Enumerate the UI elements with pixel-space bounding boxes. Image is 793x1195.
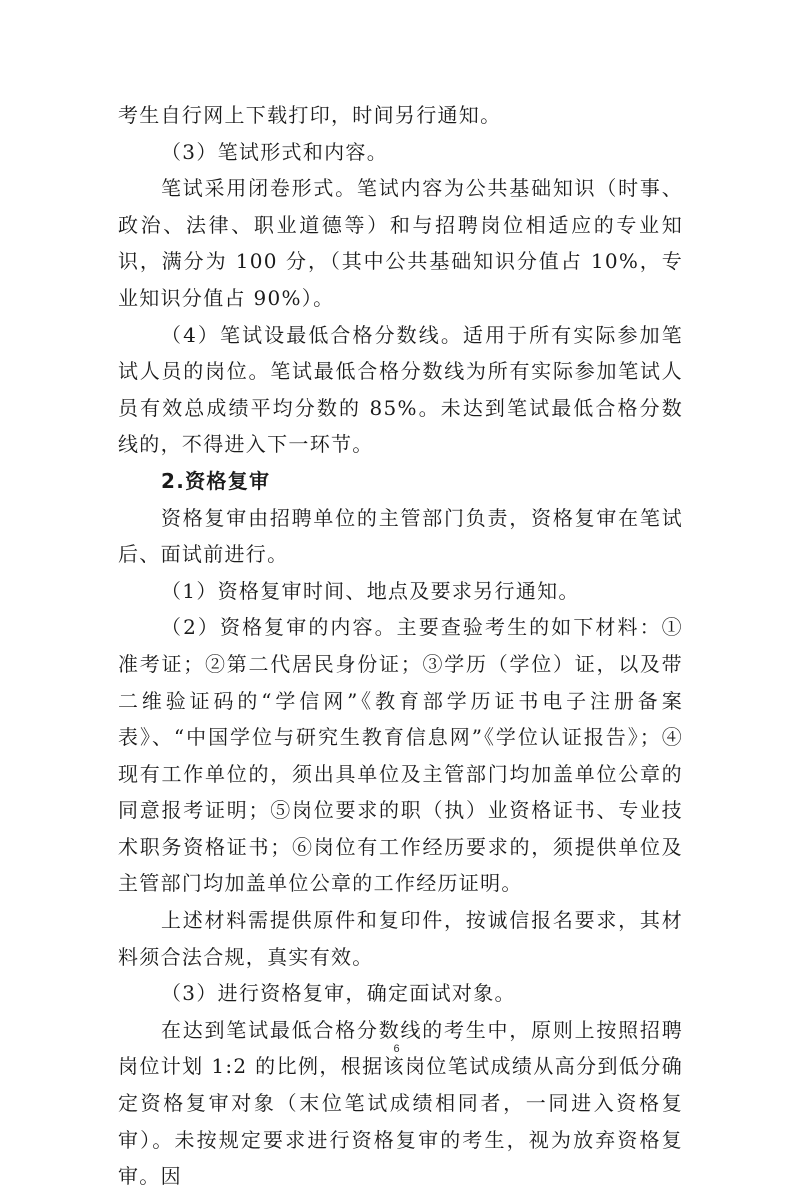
paragraph-materials-originals: 上述材料需提供原件和复印件，按诚信报名要求，其材料须合法合规，真实有效。	[118, 908, 683, 969]
paragraph-download-notice: 考生自行网上下载打印，时间另行通知。	[118, 103, 502, 127]
paragraph-review-time: （1）资格复审时间、地点及要求另行通知。	[161, 578, 580, 603]
paragraph-review-materials: （2）资格复审的内容。主要查验考生的如下材料：①准考证；②第二代居民身份证；③学历（学位）证，以及带二维验证码的“学信网”《教育部学历证书电子注册备案表》、“中国学位与研究生教育信息网”《学位认证报告》；④现有工作单位的，须出具单位及主管部门均加盖单位公章的同意报考证明；⑤岗位要求的职（执）业资格证书、专业技术职务资格证书；⑥岗位有工作经历要求的，须提供单位及主管部门均加盖单位公章的工作经历证明。	[118, 615, 683, 896]
paragraph-exam-format-heading: （3）笔试形式和内容。	[161, 139, 389, 164]
paragraph-confirm-interview: （3）进行资格复审，确定面试对象。	[161, 981, 516, 1006]
paragraph-review-ratio: 在达到笔试最低合格分数线的考生中，原则上按照招聘岗位计划 1:2 的比例，根据该岗位笔试成绩从高分到低分确定资格复审对象（末位笔试成绩相同者，一同进入资格复审）。未按规定要求进行资格复审的考生，视为放弃资格复审。因	[118, 1017, 683, 1189]
paragraph-min-score: （4）笔试设最低合格分数线。适用于所有实际参加笔试人员的岗位。笔试最低合格分数线为所有实际参加笔试人员有效总成绩平均分数的 85%。未达到笔试最低合格分数线的，不得进入下一环节。	[118, 322, 683, 457]
section-heading-qualification-review: 2.资格复审	[161, 468, 271, 493]
document-body	[118, 97, 683, 1195]
page-number: 6	[393, 1043, 400, 1055]
paragraph-exam-content: 笔试采用闭卷形式。笔试内容为公共基础知识（时事、政治、法律、职业道德等）和与招聘岗位相适应的专业知识，满分为 100 分，（其中公共基础知识分值占 10%，专业知识分值占 90%）。	[118, 176, 683, 310]
paragraph-review-responsibility: 资格复审由招聘单位的主管部门负责，资格复审在笔试后、面试前进行。	[118, 505, 683, 567]
